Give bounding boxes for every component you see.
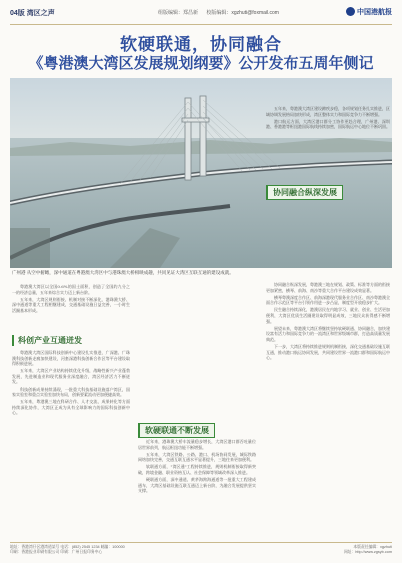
paragraph: 五年来，大湾区规则衔接、机制对接不断深化，港珠澳大桥、深中通道等重大工程相继建成，交通基础设施日益完善，一小时生活圈基本形成。 bbox=[12, 296, 130, 313]
paragraph: 软联通方面，"湾区通"工程持续推进，规则机制衔接取得新突破，跨境金融、职业资格互认、社会保障等领域改革深入推进。 bbox=[138, 464, 256, 475]
paragraph: 五年来，粤港澳三地在科研合作、人才交流、成果转化等方面持续深化协作，大湾区正成为具有全球影响力的国际科技创新中心。 bbox=[12, 399, 130, 416]
paragraph: 五年来，粤港澳大湾区建设蹄疾步稳，各项规划任务扎实推进，区域协调发展格局加快形成，湾区整体实力和国际竞争力不断增强。 bbox=[266, 106, 390, 117]
footer-right bbox=[344, 545, 392, 555]
headline-main: 软硬联通，协同融合 bbox=[120, 35, 282, 55]
paragraph: 横琴粤澳深度合作区、前海深港现代服务业合作区、南沙粤港澳全面合作示范区等平台引领作用进一步凸显，制度型开放稳步扩大。 bbox=[266, 294, 390, 306]
paragraph: 民生融合持续深化，港澳居民在内地学习、就业、创业、生活更加便利，大湾区优质生活圈建设取得明显成效，三地民众获得感不断增强。 bbox=[266, 307, 390, 324]
footer-editor: 本版责任编辑：xgzhuti bbox=[353, 545, 392, 549]
footer-website: 网址：http://www.zgsyb.com bbox=[343, 550, 392, 554]
paragraph: 五年来，大湾区铁路、公路、港口、机场协同发展，城际铁路网络加快完善，交通互联互通水平显著提升，三地往来更加便利。 bbox=[138, 451, 256, 463]
logo-icon bbox=[346, 7, 355, 16]
paragraph: 硬联通方面，深中通道、黄茅海跨海通道等一批重大工程建成通车，大湾区基础设施互联互通迈上新台阶，为融合发展提供坚实支撑。 bbox=[138, 477, 256, 494]
paragraph: 下一步，大湾区将持续推进规则机制衔接，深化交通基础设施互联互通，推动港口航运协同发展，共同建设世界一流港口群和国际航运中心。 bbox=[266, 343, 390, 361]
headline-sub: 《粤港澳大湾区发展规划纲要》公开发布五周年侧记 bbox=[28, 54, 374, 72]
paragraph: 港口航运方面，大湾区港口群分工协作更趋合理，广州港、深圳港、香港港等枢纽港国际航线持续加密，国际航运中心地位不断巩固。 bbox=[266, 118, 390, 130]
photo-caption: 广州港 从空中俯瞰，深中通道在粤港澳大湾区中与港珠澳大桥相映成趣，共同见证大湾区互联互通的建设成就。 bbox=[12, 270, 234, 275]
paragraph: 协同融合纵深发展，粤港澳三地在规划、政策、标准等方面的衔接更加紧密，横琴、前海、南沙等重大合作平台建设成效显著。 bbox=[266, 282, 390, 293]
article-column-left-top bbox=[12, 284, 130, 315]
section-heading: 软硬联通不断发展 bbox=[138, 423, 215, 438]
editor-name: 组版编辑：郑昌新 bbox=[158, 10, 199, 16]
article-column-right bbox=[266, 282, 390, 362]
section-heading: 科创产业互通迸发 bbox=[12, 335, 82, 346]
page-footer bbox=[10, 542, 392, 555]
footer-address: 地址：香港湾仔区港湾道某号 电话：(852) 2545 1234 邮编：100000 bbox=[10, 545, 125, 549]
article-column-middle bbox=[138, 439, 256, 495]
article-column-left bbox=[12, 350, 130, 418]
page-label: 04版 湾区之声 bbox=[10, 10, 55, 17]
editor-info bbox=[158, 9, 279, 16]
logo-text: 中国港航报 bbox=[357, 9, 392, 16]
footer-printer: 印刷：香港报业印刷有限公司 印刷：广州日报印务中心 bbox=[10, 550, 103, 554]
paragraph: 粤港澳大湾区国际科技创新中心建设扎实推进，广深港、广珠澳科技创新走廊加快建设，河套深港科技创新合作区等平台建设取得积极进展。 bbox=[12, 350, 130, 367]
page-header bbox=[10, 6, 392, 25]
proof-email: 校版编辑：xgzhuti@foxmail.com bbox=[206, 10, 279, 16]
paragraph: 五年来，大湾区产业结构持续优化升级，战略性新兴产业蓬勃发展，先进制造业和现代服务业深度融合，湾区经济活力不断迸发。 bbox=[12, 368, 130, 385]
section-heading: 协同融合纵深发展 bbox=[266, 185, 343, 200]
article-column-right-top bbox=[266, 106, 390, 131]
paragraph: 科技创新成果持续涌现，一批重大科技基础设施落户湾区，国家实验室和重点实验室加快布局，创新要素流动更加便捷高效。 bbox=[12, 386, 130, 398]
paragraph: 粤港澳大湾区以全国0.6%的国土面积，创造了全国约九分之一的经济总量，五年来综合实力迈上新台阶。 bbox=[12, 284, 130, 295]
masthead-logo bbox=[346, 7, 392, 17]
paragraph: 近年来，港珠澳大桥车流量稳步增长，大湾区港口群吞吐量位居世界前列，航运枢纽功能不断增强。 bbox=[138, 439, 256, 450]
paragraph: 展望未来，粤港澳大湾区将继续坚持软硬联通、协同融合，加快建设富有活力和国际竞争力的一流湾区和世界级城市群，打造高质量发展典范。 bbox=[266, 325, 390, 342]
